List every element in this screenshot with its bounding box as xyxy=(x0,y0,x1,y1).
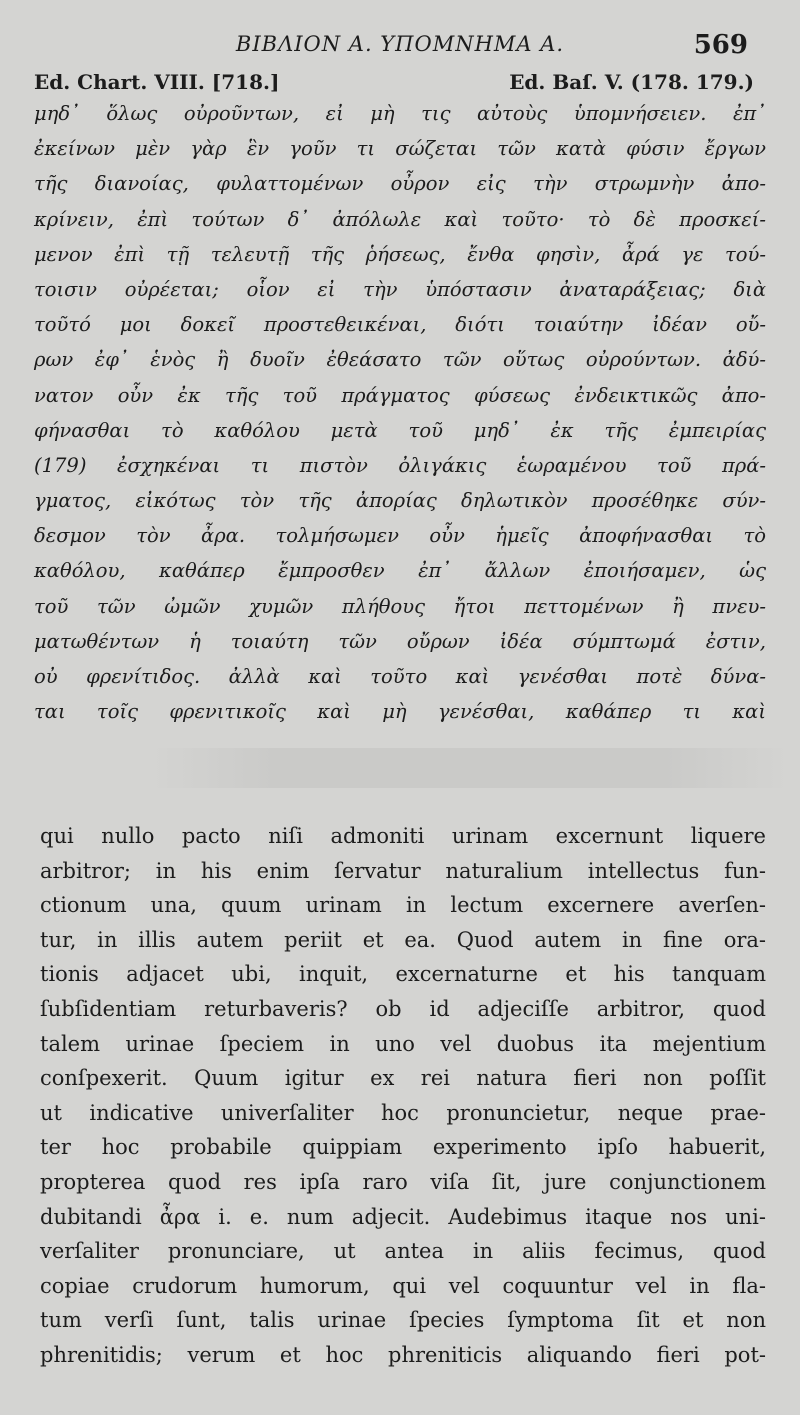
greek-line: καθόλου, καθάπερ ἔμπροσθεν ἐπ᾿ ἄλλων ἐποιήσαμεν, ὡς xyxy=(34,559,766,583)
greek-line: τῆς διανοίας, φυλαττομένων οὖρον εἰς τὴν στρωμνὴν ἀπο- xyxy=(34,172,766,196)
latin-line: talem urinae ſpeciem in uno vel duobus ita mejentium xyxy=(40,1031,766,1056)
greek-line: γματος, εἰκότως τὸν τῆς ἀπορίας δηλωτικὸν προσέθηκε σύν- xyxy=(34,489,766,513)
greek-line: τοῦ τῶν ὠμῶν χυμῶν πλήθους ἤτοι πεττομένων ἢ πνευ- xyxy=(34,594,766,618)
greek-line: ματωθέντων ἡ τοιαύτη τῶν οὔρων ἰδέα σύμπτωμά ἐστιν, xyxy=(34,629,766,653)
latin-line: copiae crudorum humorum, qui vel coquuntur vel in fla- xyxy=(40,1273,766,1298)
greek-line: νατον οὖν ἐκ τῆς τοῦ πράγματος φύσεως ἐνδεικτικῶς ἀπο- xyxy=(34,383,766,407)
greek-line: δεσμον τὸν ἆρα. τολμήσωμεν οὖν ἡμεῖς ἀποφήνασθαι τὸ xyxy=(34,524,766,548)
greek-line: τοισιν οὐρέεται; οἷον εἰ τὴν ὑπόστασιν ἀναταράξειας; διὰ xyxy=(34,277,766,301)
latin-line: dubitandi ἆρα i. e. num adjecit. Audebimus itaque nos uni- xyxy=(40,1204,766,1229)
greek-line: ἐκείνων μὲν γὰρ ἓν γοῦν τι σώζεται τῶν κατὰ φύσιν ἔργων xyxy=(34,137,766,161)
latin-text-block xyxy=(40,819,766,1373)
greek-line: φήνασθαι τὸ καθόλου μετὰ τοῦ μηδ᾿ ἐκ τῆς ἐμπειρίας xyxy=(34,418,766,442)
latin-line: ut indicative univerſaliter hoc pronuncietur, neque prae- xyxy=(40,1100,766,1125)
greek-line: (179) ἐσχηκέναι τι πιστὸν ὀλιγάκις ἑωραμένου τοῦ πρά- xyxy=(34,453,766,477)
greek-line: μενον ἐπὶ τῇ τελευτῇ τῆς ῥήσεως, ἔνθα φησὶν, ἆρά γε τού- xyxy=(34,242,766,266)
greek-line: ται τοῖς φρενιτικοῖς καὶ μὴ γενέσθαι, καθάπερ τι καὶ xyxy=(34,700,766,724)
greek-line: κρίνειν, ἐπὶ τούτων δ᾿ ἀπόλωλε καὶ τοῦτο· τὸ δὲ προσκεί- xyxy=(34,207,766,231)
latin-line: qui nullo pacto niſi admoniti urinam excernunt liquere xyxy=(40,824,766,848)
latin-line: arbitror; in his enim ſervatur naturalium intellectus fun- xyxy=(40,858,766,883)
latin-line: ctionum una, quum urinam in lectum excernere averſen- xyxy=(40,893,766,918)
page-number: 569 xyxy=(693,30,748,60)
latin-line: verſaliter pronunciare, ut antea in aliis fecimus, quod xyxy=(40,1239,766,1264)
running-header-title: ΒΙΒΛΙΟΝ Α. ΥΠΟΜΝΗΜΑ Α. xyxy=(235,32,565,56)
greek-line: τοῦτό μοι δοκεῖ προστεθεικέναι, διότι τοιαύτην ἰδέαν οὔ- xyxy=(34,313,766,337)
latin-line: tionis adjacet ubi, inquit, excernaturne et his tanquam xyxy=(40,962,766,987)
latin-line: propterea quod res ipſa raro viſa ſit, jure conjunctionem xyxy=(40,1169,766,1194)
edition-chartier-ref: Ed. Chart. VIII. [718.] xyxy=(34,70,280,94)
show-through-shadow xyxy=(150,748,790,788)
latin-line: phrenitidis; verum et hoc phreniticis aliquando fieri pot- xyxy=(40,1342,766,1367)
greek-text-block xyxy=(34,96,766,729)
edition-references xyxy=(34,70,754,96)
greek-line: ρων ἐφ᾿ ἑνὸς ἢ δυοῖν ἐθεάσατο τῶν οὕτως οὐρούντων. ἀδύ- xyxy=(34,348,766,372)
latin-line: tur, in illis autem periit et ea. Quod autem in fine ora- xyxy=(40,927,766,952)
edition-basel-ref: Ed. Baſ. V. (178. 179.) xyxy=(509,70,754,94)
greek-line: μηδ᾿ ὅλως οὐροῦντων, εἰ μὴ τις αὐτοὺς ὑπομνήσειεν. ἐπ᾿ xyxy=(34,102,766,125)
latin-line: tum verſi ſunt, talis urinae ſpecies ſymptoma ſit et non xyxy=(40,1308,766,1333)
greek-line: οὐ φρενίτιδος. ἀλλὰ καὶ τοῦτο καὶ γενέσθαι ποτὲ δύνα- xyxy=(34,665,766,688)
latin-line: conſpexerit. Quum igitur ex rei natura fieri non poſſit xyxy=(40,1066,766,1091)
latin-line: ſubſidentiam returbaveris? ob id adjeciſſe arbitror, quod xyxy=(40,996,766,1021)
latin-line: ter hoc probabile quippiam experimento ipſo habuerit, xyxy=(40,1135,766,1160)
